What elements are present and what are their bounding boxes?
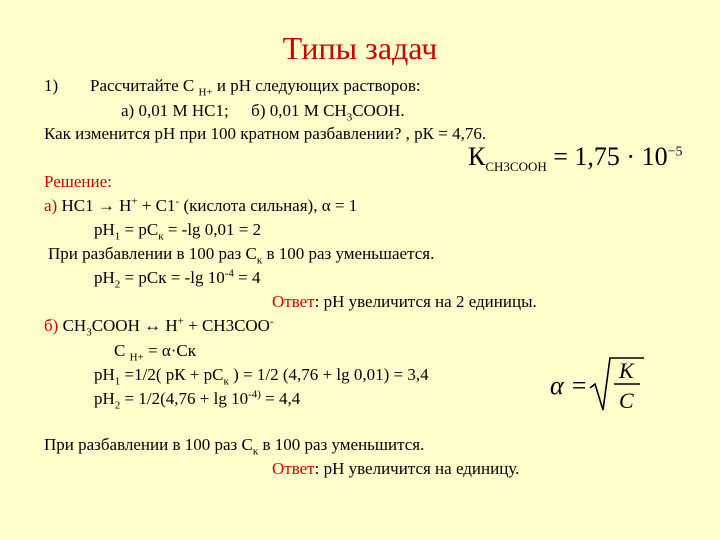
answer-a-label: Ответ: [272, 292, 315, 311]
solution-a1-end: (кислота сильная),: [183, 196, 318, 215]
b2-sub: Н+: [129, 351, 144, 364]
task-line-2-a: а) 0,01 М НС1;: [121, 101, 229, 120]
solution-a1-sup1: +: [131, 195, 138, 208]
task-line-3: [44, 124, 486, 144]
b4-b: = 1/2(4,76 + lg 10: [124, 389, 249, 408]
slide-title: Типы задач: [282, 30, 438, 66]
b1-a: СН: [62, 316, 87, 335]
solution-a-line-1: [44, 196, 357, 216]
a2-sub1: 1: [114, 230, 121, 243]
a4-sub: 2: [114, 278, 121, 291]
solution-a1-mid: + С1: [141, 196, 176, 215]
b1-sup1: +: [177, 315, 184, 328]
b2-alpha: α: [161, 341, 171, 360]
conclusion-line-1: [44, 435, 425, 458]
k-letter: К: [468, 142, 486, 171]
alpha-formula-numerator: K: [619, 358, 634, 383]
task-line-1-a: Рассчитайте С: [90, 76, 195, 95]
solution-a1-val: = 1: [334, 196, 358, 215]
b3-a: рН: [94, 365, 115, 384]
c1-a: При разбавлении в 100 раз С: [44, 435, 253, 454]
b4-sub: 2: [114, 399, 121, 412]
solution-b-label: б): [44, 316, 59, 335]
k-equals: = 1,75 · 10: [553, 142, 668, 171]
a4-c: = 4: [238, 268, 261, 287]
alpha-sqrt-formula: [548, 350, 648, 420]
b4-sup: -4): [248, 388, 261, 401]
answer-b: [272, 459, 519, 479]
solution-a-line-3: [48, 244, 435, 267]
b1-b: СООН ↔ Н: [91, 316, 178, 335]
a3-a: При разбавлении в 100 раз С: [48, 244, 257, 263]
k-subscript: CH3COOH: [485, 159, 547, 175]
a4-a: рН: [94, 268, 115, 287]
alpha-symbol: α: [321, 196, 331, 215]
answer-a-text: : рН увеличится на 2 единицы.: [314, 292, 537, 311]
b3-sub2: к: [223, 375, 229, 388]
solution-heading: Решение:: [44, 172, 112, 191]
solution-a-label: а): [44, 196, 58, 215]
a4-sup: -4: [224, 267, 234, 280]
c1-b: в 100 раз уменьшится.: [262, 435, 425, 454]
a2-a: рН: [94, 220, 115, 239]
solution-a1-sup2: -: [175, 195, 180, 208]
answer-a: [272, 292, 537, 312]
solution-b-line-2: [114, 341, 197, 364]
answer-b-text: : рН увеличится на единицу.: [314, 459, 520, 478]
solution-a1-text: НС1 → Н: [61, 196, 132, 215]
a2-c: = -lg 0,01 = 2: [167, 220, 262, 239]
solution-b-line-3: [94, 365, 429, 388]
task-line-2: [121, 101, 405, 124]
b2-b: =: [148, 341, 158, 360]
b3-sub1: 1: [114, 375, 121, 388]
b1-sup2: -: [269, 315, 274, 328]
c1-sub: к: [252, 445, 259, 458]
task-line-1: [90, 76, 421, 99]
task-number: 1): [44, 76, 59, 95]
k-formula: [468, 142, 683, 175]
answer-b-label: Ответ: [272, 459, 315, 478]
task-line-1-b: и рН следующих растворов:: [216, 76, 421, 95]
task-line-1-sub: Н+: [198, 86, 213, 99]
task-line-3-pk: , рК = 4,76.: [405, 124, 487, 143]
a4-b: = рСк = -lg 10: [124, 268, 225, 287]
b3-c: ) = 1/2 (4,76 + lg 0,01) = 3,4: [233, 365, 429, 384]
b1-c: + СН3СОО: [188, 316, 270, 335]
b1-sub: 3: [86, 326, 92, 339]
task-line-2-b: б) 0,01 М СН: [251, 101, 347, 120]
a3-sub: к: [256, 254, 263, 267]
solution-a-line-2: [94, 220, 262, 243]
b2-c: ·Ск: [170, 341, 197, 360]
b4-a: рН: [94, 389, 115, 408]
solution-b-line-1: [44, 315, 274, 339]
task-line-2-c: СООН.: [352, 101, 405, 120]
b2-a: С: [114, 341, 126, 360]
a2-sub2: к: [158, 230, 164, 243]
task-line-3-question: Как изменится рН при 100 кратном разбавлении?: [44, 124, 402, 143]
b3-b: =1/2( рК + рС: [124, 365, 224, 384]
solution-b-line-4: [94, 388, 301, 412]
a2-b: = рС: [124, 220, 159, 239]
alpha-formula-lhs: α =: [550, 371, 588, 400]
a3-b: в 100 раз уменьшается.: [266, 244, 435, 263]
alpha-formula-denominator: C: [619, 388, 634, 413]
b4-c: = 4,4: [265, 389, 301, 408]
solution-a-line-4: [94, 267, 261, 291]
task-line-2-sub: 3: [346, 111, 353, 124]
k-exponent: −5: [667, 144, 683, 160]
